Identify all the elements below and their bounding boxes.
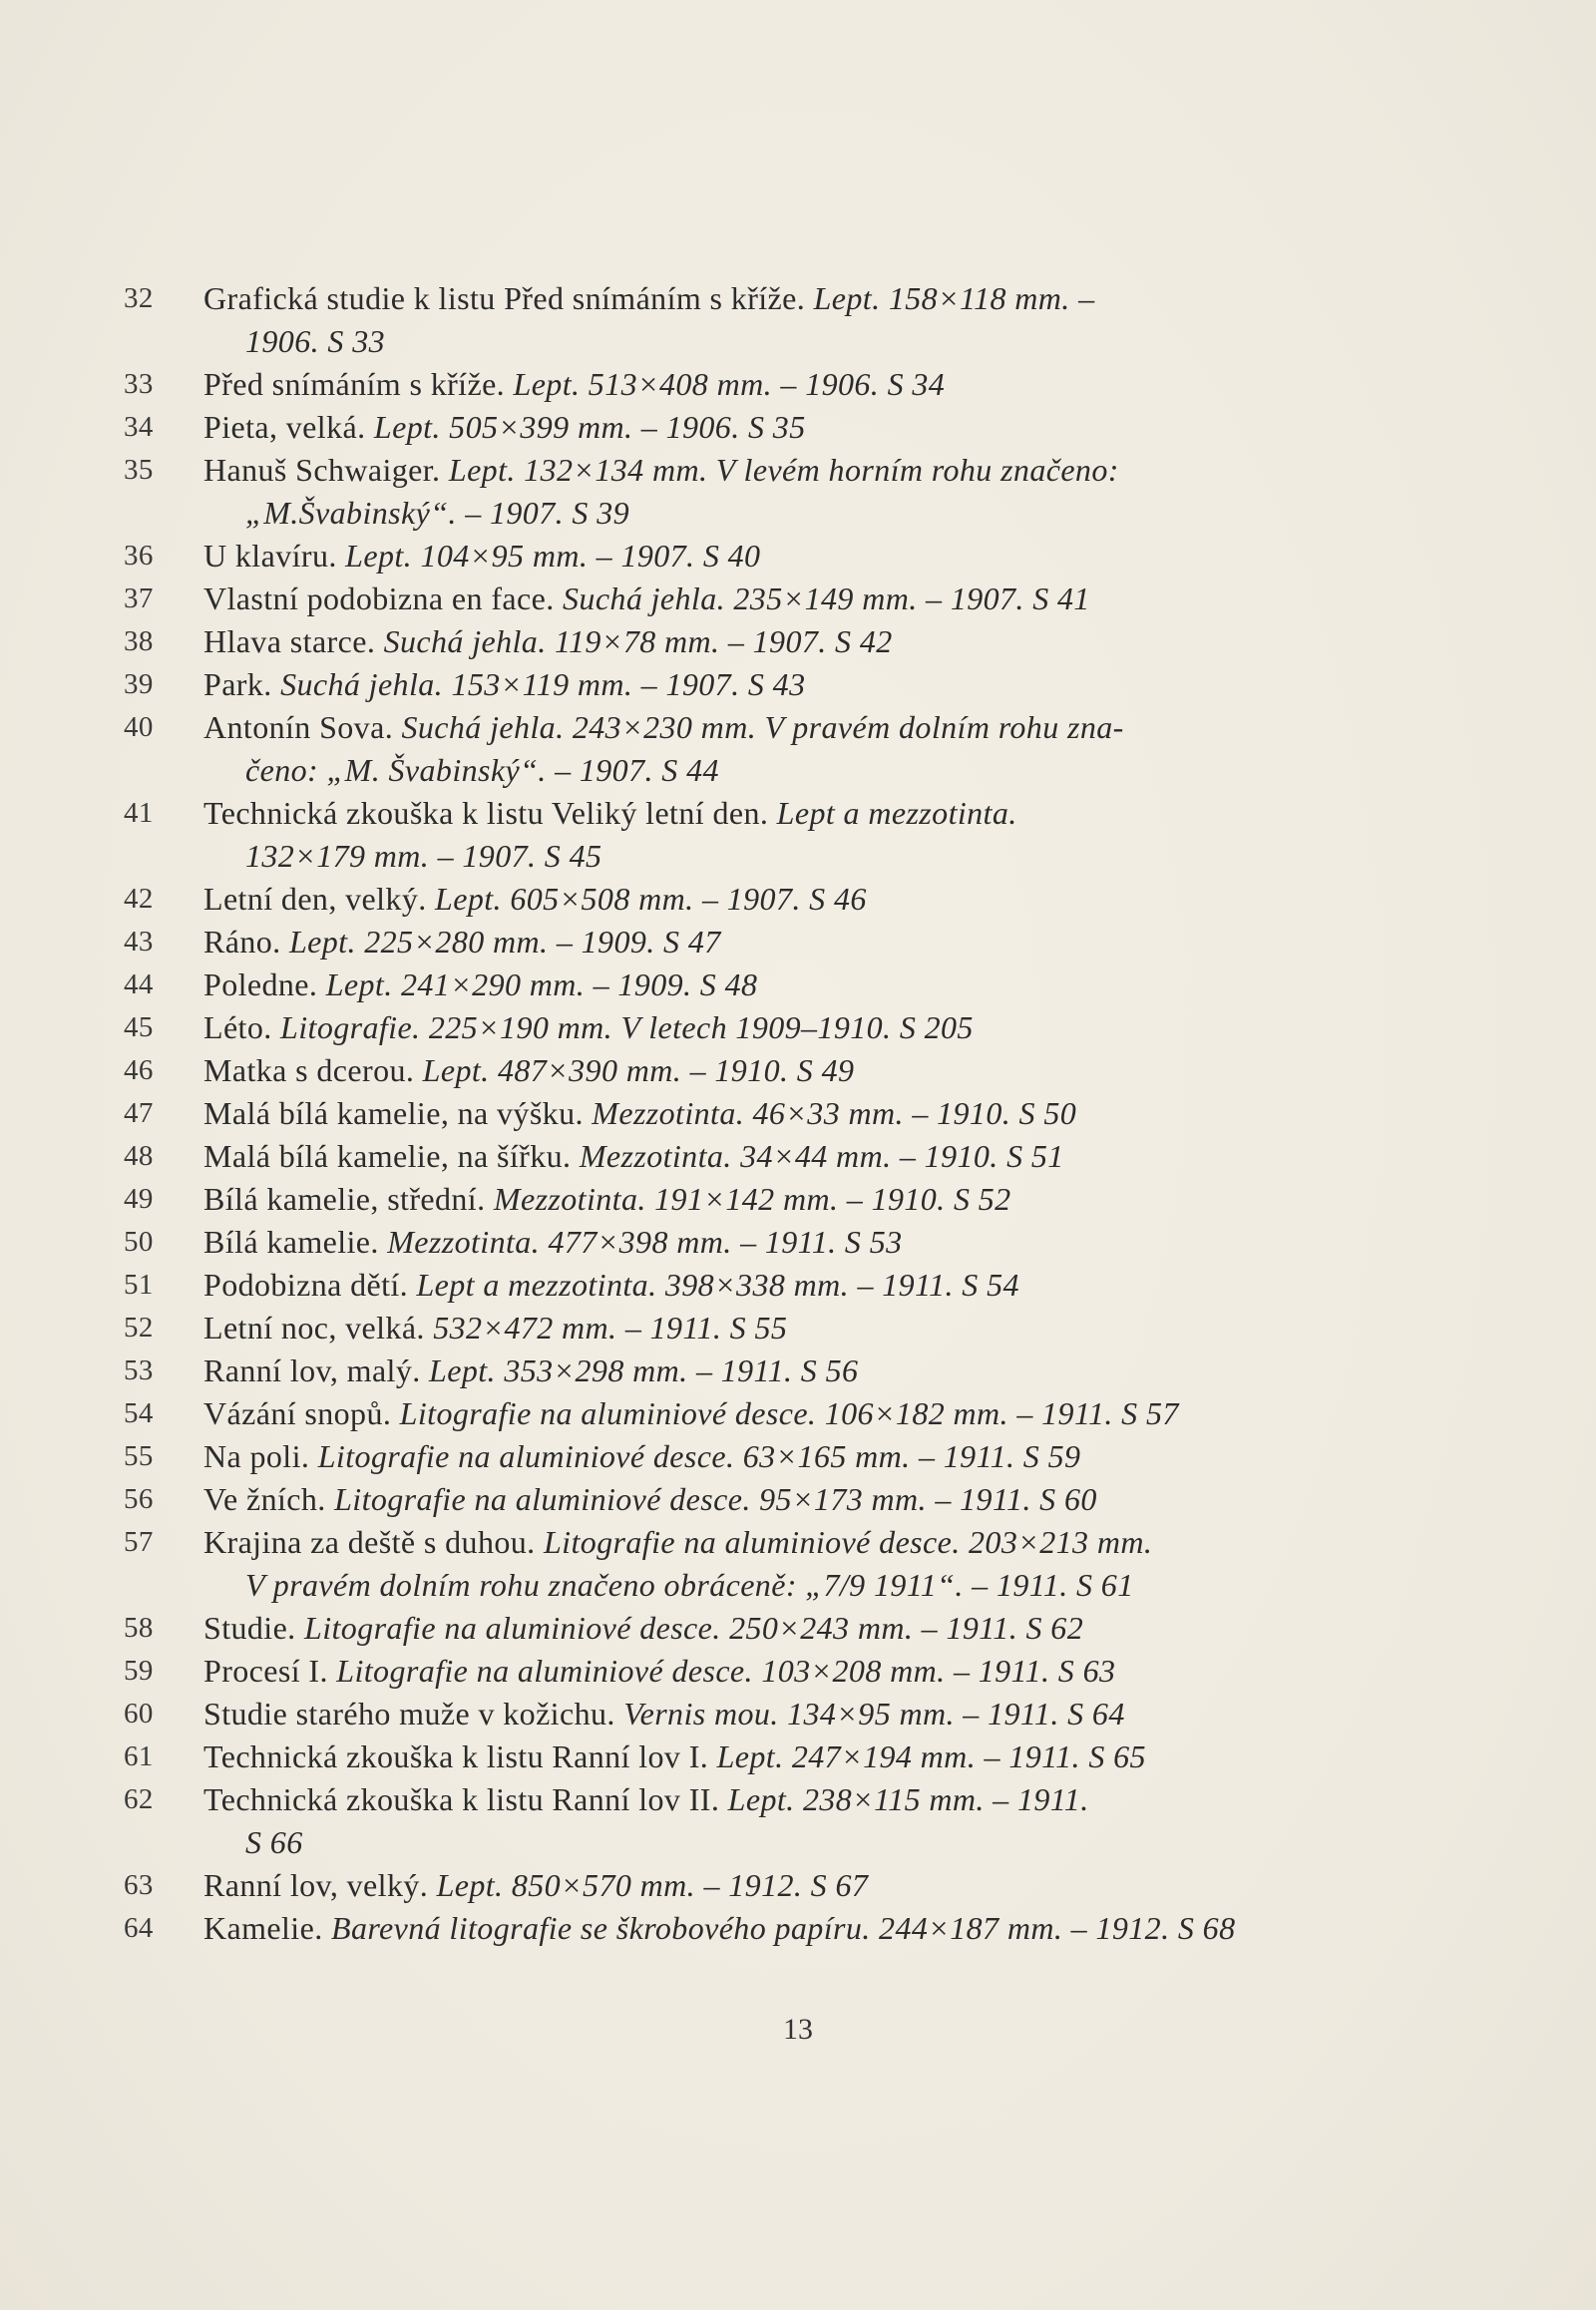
catalog-entry-continuation — [110, 1821, 1357, 1864]
entry-continuation: 132×179 mm. – 1907. S 45 — [245, 838, 602, 874]
entry-detail: Lept. 505×399 mm. – 1906. S 35 — [373, 409, 806, 445]
entry-number: 55 — [124, 1440, 154, 1472]
entry-detail: Mezzotinta. 191×142 mm. – 1910. S 52 — [493, 1181, 1011, 1217]
entry-title: Grafická studie k listu Před snímáním s kříže. — [203, 280, 806, 316]
entry-body — [203, 535, 1357, 578]
catalog-entry-continuation — [110, 492, 1357, 535]
catalog-entry — [110, 406, 1357, 449]
catalog-entry — [110, 792, 1357, 835]
catalog-entry — [110, 449, 1357, 492]
entry-body — [203, 406, 1357, 449]
catalog-entry — [110, 1135, 1357, 1178]
entry-body — [203, 878, 1357, 921]
entry-title: Letní noc, velká. — [203, 1310, 425, 1346]
entry-body — [203, 1521, 1357, 1564]
entry-title: Park. — [203, 666, 272, 702]
entry-number: 54 — [124, 1397, 154, 1429]
entry-detail: Lept. 104×95 mm. – 1907. S 40 — [345, 538, 761, 574]
catalog-entry — [110, 1907, 1357, 1950]
entry-continuation: V pravém dolním rohu značeno obráceně: „7/9 1911“. – 1911. S 61 — [245, 1567, 1134, 1603]
catalog-entry — [110, 706, 1357, 749]
entry-number: 34 — [124, 411, 154, 443]
entry-detail: Lept. 850×570 mm. – 1912. S 67 — [436, 1867, 869, 1903]
entry-detail: Mezzotinta. 34×44 mm. – 1910. S 51 — [579, 1138, 1064, 1174]
catalog-entry-continuation — [110, 749, 1357, 792]
entry-title: Procesí I. — [203, 1653, 328, 1689]
entry-body — [203, 1307, 1357, 1349]
entry-detail: Barevná litografie se škrobového papíru. 244×187 mm. – 1912. S 68 — [331, 1910, 1236, 1946]
entry-detail: Suchá jehla. 153×119 mm. – 1907. S 43 — [280, 666, 806, 702]
entry-number: 59 — [124, 1655, 154, 1687]
entry-continuation: 1906. S 33 — [245, 323, 385, 359]
catalog-list — [110, 277, 1357, 1950]
entry-title: Krajina za deště s duhou. — [203, 1524, 536, 1560]
entry-body — [203, 1907, 1357, 1950]
entry-title: Ranní lov, velký. — [203, 1867, 429, 1903]
entry-number: 64 — [124, 1912, 154, 1944]
catalog-entry — [110, 1178, 1357, 1221]
entry-body — [203, 1006, 1357, 1049]
entry-detail: Lept. 247×194 mm. – 1911. S 65 — [716, 1738, 1146, 1774]
entry-title: Kamelie. — [203, 1910, 323, 1946]
entry-body — [203, 363, 1357, 406]
entry-detail: Suchá jehla. 243×230 mm. V pravém dolním rohu zna- — [401, 709, 1124, 745]
catalog-entry — [110, 1435, 1357, 1478]
entry-title: Matka s dcerou. — [203, 1052, 415, 1088]
entry-continuation: čeno: „M. Švabinský“. – 1907. S 44 — [245, 752, 719, 788]
entry-detail: Lept. 605×508 mm. – 1907. S 46 — [435, 881, 867, 917]
entry-title: Podobizna dětí. — [203, 1267, 409, 1303]
entry-detail: Lept. 353×298 mm. – 1911. S 56 — [429, 1352, 859, 1388]
entry-body — [203, 1607, 1357, 1650]
entry-number: 33 — [124, 368, 154, 400]
catalog-entry-continuation — [110, 320, 1357, 363]
entry-title: Léto. — [203, 1009, 272, 1045]
entry-detail: Litografie na aluminiové desce. 106×182 mm. – 1911. S 57 — [399, 1395, 1179, 1431]
catalog-entry — [110, 921, 1357, 963]
entry-title: U klavíru. — [203, 538, 337, 574]
entry-body — [203, 963, 1357, 1006]
entry-title: Bílá kamelie. — [203, 1224, 379, 1260]
entry-title: Před snímáním s kříže. — [203, 366, 506, 402]
entry-body — [203, 1092, 1357, 1135]
entry-body — [203, 1778, 1357, 1821]
catalog-entry — [110, 1478, 1357, 1521]
entry-number: 32 — [124, 282, 154, 314]
entry-number: 42 — [124, 883, 154, 915]
entry-number: 45 — [124, 1011, 154, 1043]
entry-title: Studie starého muže v kožichu. — [203, 1696, 615, 1732]
catalog-entry — [110, 1693, 1357, 1735]
entry-body — [203, 1135, 1357, 1178]
entry-body — [203, 1478, 1357, 1521]
entry-body — [203, 792, 1357, 835]
entry-title: Studie. — [203, 1610, 296, 1646]
entry-body — [203, 449, 1357, 492]
entry-number: 49 — [124, 1183, 154, 1215]
entry-detail: Suchá jehla. 235×149 mm. – 1907. S 41 — [563, 580, 1090, 616]
entry-title: Ráno. — [203, 924, 281, 960]
entry-body — [203, 1650, 1357, 1693]
catalog-entry — [110, 1221, 1357, 1264]
entry-detail: 532×472 mm. – 1911. S 55 — [433, 1310, 788, 1346]
entry-number: 35 — [124, 454, 154, 486]
entry-body — [203, 663, 1357, 706]
entry-number: 41 — [124, 797, 154, 829]
entry-body — [203, 1435, 1357, 1478]
catalog-entry — [110, 1307, 1357, 1349]
entry-number: 36 — [124, 540, 154, 572]
entry-number: 47 — [124, 1097, 154, 1129]
entry-detail: Mezzotinta. 477×398 mm. – 1911. S 53 — [387, 1224, 903, 1260]
entry-body — [203, 1392, 1357, 1435]
catalog-entry — [110, 277, 1357, 320]
catalog-entry — [110, 878, 1357, 921]
page-number: 13 — [783, 2013, 813, 2046]
entry-title: Malá bílá kamelie, na výšku. — [203, 1095, 584, 1131]
entry-detail: Litografie. 225×190 mm. V letech 1909–1910. S 205 — [280, 1009, 974, 1045]
entry-number: 44 — [124, 968, 154, 1000]
entry-body — [203, 1693, 1357, 1735]
entry-number: 50 — [124, 1226, 154, 1258]
catalog-entry — [110, 1092, 1357, 1135]
entry-number: 46 — [124, 1054, 154, 1086]
catalog-entry — [110, 363, 1357, 406]
entry-title: Poledne. — [203, 966, 318, 1002]
entry-detail: Litografie na aluminiové desce. 63×165 mm. – 1911. S 59 — [317, 1438, 1081, 1474]
entry-detail: Mezzotinta. 46×33 mm. – 1910. S 50 — [592, 1095, 1077, 1131]
entry-title: Letní den, velký. — [203, 881, 427, 917]
catalog-entry — [110, 1607, 1357, 1650]
entry-body — [203, 578, 1357, 620]
catalog-entry — [110, 1392, 1357, 1435]
entry-body — [203, 1049, 1357, 1092]
entry-title: Pieta, velká. — [203, 409, 366, 445]
catalog-entry — [110, 1049, 1357, 1092]
entry-title: Technická zkouška k listu Ranní lov II. — [203, 1781, 720, 1817]
entry-detail: Lept. 158×118 mm. – — [813, 280, 1095, 316]
catalog-entry — [110, 620, 1357, 663]
entry-title: Vázání snopů. — [203, 1395, 392, 1431]
entry-detail: Litografie na aluminiové desce. 103×208 mm. – 1911. S 63 — [336, 1653, 1116, 1689]
entry-number: 63 — [124, 1869, 154, 1901]
catalog-entry — [110, 1735, 1357, 1778]
entry-number: 58 — [124, 1612, 154, 1644]
catalog-entry-continuation — [110, 1564, 1357, 1607]
entry-number: 51 — [124, 1269, 154, 1301]
entry-continuation: „M.Švabinský“. – 1907. S 39 — [245, 495, 630, 531]
entry-number: 48 — [124, 1140, 154, 1172]
entry-detail: Lept a mezzotinta. 398×338 mm. – 1911. S 54 — [416, 1267, 1019, 1303]
catalog-entry — [110, 1864, 1357, 1907]
entry-number: 52 — [124, 1312, 154, 1344]
entry-number: 56 — [124, 1483, 154, 1515]
entry-title: Ve žních. — [203, 1481, 326, 1517]
catalog-entry — [110, 535, 1357, 578]
entry-detail: Lept. 487×390 mm. – 1910. S 49 — [422, 1052, 855, 1088]
entry-detail: Lept. 225×280 mm. – 1909. S 47 — [288, 924, 721, 960]
entry-number: 62 — [124, 1783, 154, 1815]
catalog-entry — [110, 1006, 1357, 1049]
entry-body — [203, 1864, 1357, 1907]
entry-title: Malá bílá kamelie, na šířku. — [203, 1138, 572, 1174]
catalog-entry — [110, 963, 1357, 1006]
catalog-entry — [110, 578, 1357, 620]
catalog-entry — [110, 1521, 1357, 1564]
catalog-entry — [110, 1778, 1357, 1821]
entry-number: 37 — [124, 582, 154, 614]
entry-detail: Lept a mezzotinta. — [776, 795, 1017, 831]
entry-title: Technická zkouška k listu Ranní lov I. — [203, 1738, 709, 1774]
entry-body — [203, 1735, 1357, 1778]
entry-number: 61 — [124, 1740, 154, 1772]
entry-number: 60 — [124, 1698, 154, 1730]
entry-detail: Litografie na aluminiové desce. 95×173 mm. – 1911. S 60 — [334, 1481, 1097, 1517]
entry-detail: Lept. 238×115 mm. – 1911. — [727, 1781, 1089, 1817]
entry-detail: Lept. 513×408 mm. – 1906. S 34 — [513, 366, 946, 402]
entry-detail: Suchá jehla. 119×78 mm. – 1907. S 42 — [383, 623, 893, 659]
entry-number: 38 — [124, 625, 154, 657]
entry-body — [203, 1178, 1357, 1221]
entry-detail: Litografie na aluminiové desce. 203×213 mm. — [543, 1524, 1153, 1560]
catalog-entry-continuation — [110, 835, 1357, 878]
entry-number: 39 — [124, 668, 154, 700]
catalog-entry — [110, 663, 1357, 706]
entry-title: Ranní lov, malý. — [203, 1352, 421, 1388]
entry-body — [203, 620, 1357, 663]
entry-continuation: S 66 — [245, 1824, 303, 1860]
entry-detail: Lept. 132×134 mm. V levém horním rohu značeno: — [448, 452, 1119, 488]
entry-title: Hanuš Schwaiger. — [203, 452, 441, 488]
catalog-entry — [110, 1349, 1357, 1392]
entry-body — [203, 1221, 1357, 1264]
entry-body — [203, 706, 1357, 749]
entry-title: Technická zkouška k listu Veliký letní den. — [203, 795, 769, 831]
entry-detail: Vernis mou. 134×95 mm. – 1911. S 64 — [623, 1696, 1125, 1732]
entry-title: Hlava starce. — [203, 623, 376, 659]
entry-number: 40 — [124, 711, 154, 743]
entry-body — [203, 921, 1357, 963]
catalog-entry — [110, 1650, 1357, 1693]
entry-title: Na poli. — [203, 1438, 310, 1474]
entry-detail: Litografie na aluminiové desce. 250×243 mm. – 1911. S 62 — [304, 1610, 1084, 1646]
entry-title: Vlastní podobizna en face. — [203, 580, 555, 616]
entry-number: 57 — [124, 1526, 154, 1558]
entry-title: Antonín Sova. — [203, 709, 394, 745]
entry-body — [203, 277, 1357, 320]
entry-number: 53 — [124, 1354, 154, 1386]
entry-body — [203, 1264, 1357, 1307]
entry-detail: Lept. 241×290 mm. – 1909. S 48 — [325, 966, 758, 1002]
entry-number: 43 — [124, 926, 154, 958]
entry-title: Bílá kamelie, střední. — [203, 1181, 486, 1217]
entry-body — [203, 1349, 1357, 1392]
catalog-entry — [110, 1264, 1357, 1307]
